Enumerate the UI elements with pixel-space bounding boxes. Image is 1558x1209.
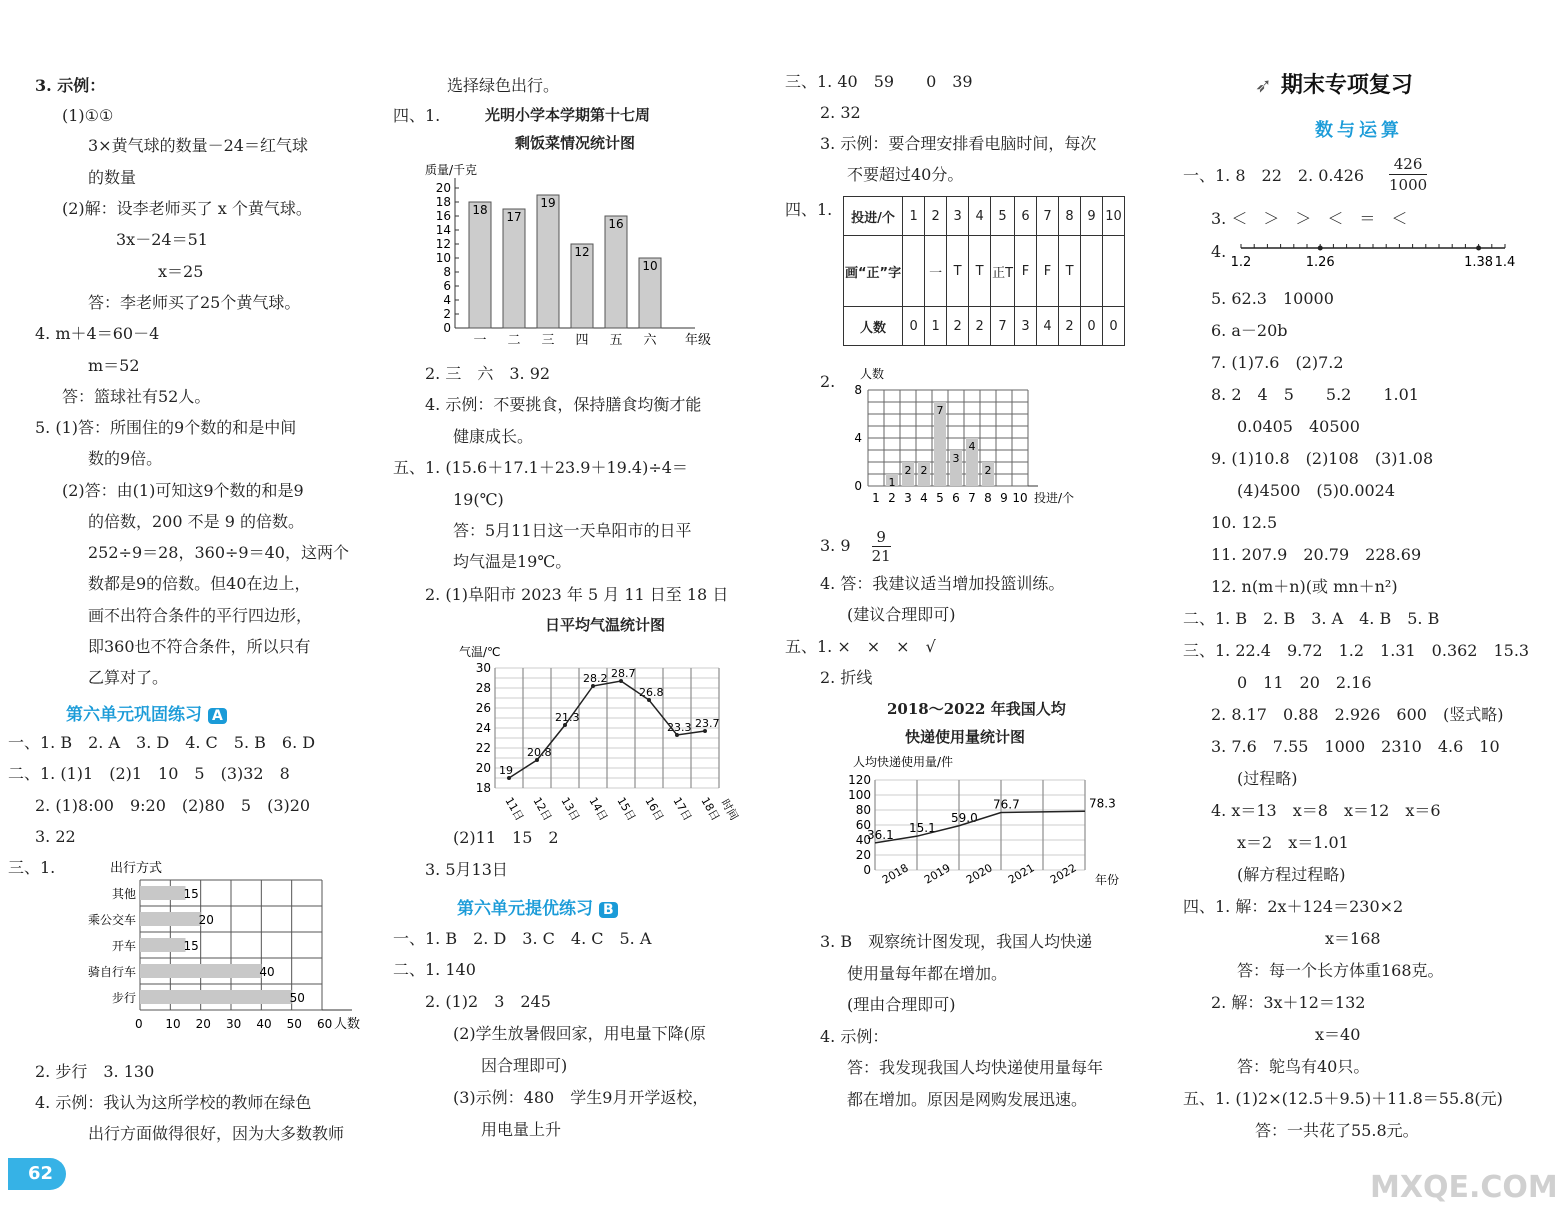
answer-line: 2. 解：3x＋12＝132 <box>1211 993 1366 1012</box>
chapter-title: 期末专项复习 <box>1280 73 1413 98</box>
answer-line: 3x－24＝51 <box>116 230 208 249</box>
table-cell: T <box>1059 236 1081 307</box>
table-cell: 7 <box>1037 197 1059 236</box>
data-label: 23.7 <box>695 717 720 730</box>
tick-label: 14日 <box>586 795 611 824</box>
answer-line: 五、1. × × × √ <box>785 637 936 656</box>
data-point <box>1476 246 1481 251</box>
tick-label: 30 <box>226 1017 242 1031</box>
answer-line: 一、1. B 2. D 3. C 4. C 5. A <box>393 929 652 948</box>
category-label: 10 <box>1012 491 1028 505</box>
data-label: 78.3 <box>1089 796 1116 811</box>
table-cell: 1 <box>925 307 947 346</box>
table-cell <box>903 236 925 307</box>
tick-label: 16日 <box>642 795 667 824</box>
section-badge: B <box>599 902 618 918</box>
tick-label: 1.26 <box>1305 255 1335 270</box>
answer-line: (2)11 15 2 <box>453 828 559 847</box>
answer-line: 出行方面做得很好，因为大多数教师 <box>88 1124 345 1143</box>
data-label: 21.3 <box>555 711 580 724</box>
answer-text: 3. 9 <box>820 536 867 555</box>
answer-line: 答：李老师买了25个黄气球。 <box>88 293 301 312</box>
tick-label: 17日 <box>670 795 695 824</box>
answer-line: 画不出符合条件的平行四边形， <box>88 606 313 625</box>
answer-line: 2. 三 六 3. 92 <box>425 364 551 383</box>
tick-label: 2022 <box>1048 861 1079 887</box>
data-label: 50 <box>289 991 305 1005</box>
category-label: 四 <box>575 333 589 348</box>
answer-line: 3. 示例：要合理安排看电脑时间，每次 <box>820 134 1097 153</box>
answer-line: 五、1. (1)2×(12.5＋9.5)＋11.8＝55.8(元) <box>1183 1089 1503 1108</box>
table-cell: 正T <box>991 236 1015 307</box>
answer-line: 5. (1)答：所围住的9个数的和是中间 <box>35 418 297 437</box>
tick-label: 24 <box>475 721 491 735</box>
axis-label: 年级 <box>685 333 712 348</box>
fraction-denominator: 1000 <box>1389 176 1428 194</box>
table-header: 画“正”字 <box>844 236 903 307</box>
bar <box>537 195 559 328</box>
answer-line: x＝40 <box>1315 1025 1361 1044</box>
data-label: 16 <box>608 217 624 231</box>
answer-line: 一、1. 8 22 2. 0.426 <box>1183 166 1365 185</box>
tick-label: 0 <box>863 863 871 877</box>
answer-line: 三、1. 22.4 9.72 1.2 1.31 0.362 15.3 <box>1183 641 1530 660</box>
table-cell: 1 <box>903 197 925 236</box>
answer-line: (建议合理即可) <box>847 605 956 624</box>
table-cell: 5 <box>991 197 1015 236</box>
tick-label: 40 <box>855 833 871 847</box>
data-label: 20.8 <box>527 746 552 759</box>
answer-line: 2. (1)阜阳市 2023 年 5 月 11 日至 18 日 <box>425 585 729 604</box>
bar <box>140 938 186 952</box>
axis-label: 时间 <box>718 797 741 823</box>
fraction <box>1389 154 1427 195</box>
answer-line: 因合理即可) <box>481 1056 568 1075</box>
answer-line: 的倍数，200 不是 9 的倍数。 <box>88 512 304 531</box>
tick-label: 60 <box>317 1017 333 1031</box>
answer-line: 一、1. B 2. A 3. D 4. C 5. B 6. D <box>8 733 316 752</box>
answer-line: 二、1. B 2. B 3. A 4. B 5. B <box>1183 609 1440 628</box>
table-cell: 4 <box>1037 307 1059 346</box>
answer-line: 6. a－20b <box>1211 321 1288 340</box>
answer-line: x＝168 <box>1325 929 1381 948</box>
tick-label: 0 <box>854 479 862 493</box>
answer-line: 4. 答：我建议适当增加投篮训练。 <box>820 574 1065 593</box>
data-label: 76.7 <box>993 797 1020 812</box>
tick-label: 2019 <box>922 861 953 887</box>
data-label: 2 <box>984 464 992 477</box>
category-label: 1 <box>872 491 880 505</box>
tick-label: 22 <box>475 741 491 755</box>
tick-label: 40 <box>256 1017 272 1031</box>
answer-line: 7. (1)7.6 (2)7.2 <box>1211 353 1344 372</box>
express-usage-chart <box>835 752 1165 922</box>
axis-label: 人数 <box>334 1017 361 1032</box>
tick-label: 30 <box>475 661 491 675</box>
answer-line: 3. 示例： <box>35 76 106 95</box>
tick-label: 0 <box>443 321 451 335</box>
answer-line: (1)①① <box>62 106 114 125</box>
axis-label: 人均快递使用量/件 <box>853 755 954 769</box>
tick-label: 26 <box>475 701 491 715</box>
answer-line: 乙算对了。 <box>88 668 169 687</box>
answer-line: (过程略) <box>1237 769 1298 788</box>
data-label: 28.7 <box>611 667 636 680</box>
fraction <box>872 528 891 565</box>
column-2 <box>385 0 770 1209</box>
tick-label: 14 <box>435 223 451 237</box>
data-label: 1 <box>888 476 896 489</box>
answer-line: (2)答：由(1)可知这9个数的和是9 <box>62 481 304 500</box>
answer-line: 的数量 <box>88 168 137 187</box>
section-title-text: 第六单元提优练习 <box>457 899 593 919</box>
table-cell <box>1103 236 1125 307</box>
data-label: 20 <box>198 913 214 927</box>
answer-line: (理由合理即可) <box>847 995 956 1014</box>
tick-label: 1.4 <box>1494 255 1516 270</box>
table-header: 人数 <box>844 307 903 346</box>
section-title <box>457 894 618 919</box>
category-label: 乘公交车 <box>87 913 136 927</box>
category-label: 9 <box>1000 491 1008 505</box>
category-label: 3 <box>904 491 912 505</box>
answer-line: 2. 步行 3. 130 <box>35 1062 155 1081</box>
tick-label: 20 <box>475 761 491 775</box>
data-label: 15 <box>183 939 199 953</box>
category-label: 三 <box>541 333 555 348</box>
tick-label: 2021 <box>1006 861 1037 887</box>
answer-line: 二、1. (1)1 (2)1 10 5 (3)32 8 <box>8 764 290 783</box>
section-title <box>66 700 227 725</box>
table-cell <box>1081 236 1103 307</box>
tick-label: 80 <box>855 803 871 817</box>
tick-label: 2 <box>443 307 451 321</box>
question-label: 四、1. <box>785 200 833 219</box>
tick-label: 20 <box>195 1017 211 1031</box>
table-cell: 3 <box>1015 307 1037 346</box>
data-label: 23.3 <box>667 721 692 734</box>
question-label: 2. <box>820 372 836 391</box>
answer-line: (4)4500 (5)0.0024 <box>1237 481 1396 500</box>
category-label: 一 <box>473 333 487 348</box>
answer-line: 4. 示例： <box>820 1027 889 1046</box>
answer-line: 用电量上升 <box>481 1120 562 1139</box>
answer-line: 0.0405 40500 <box>1237 417 1360 436</box>
table-cell: F <box>1037 236 1059 307</box>
table-cell: 4 <box>969 197 991 236</box>
data-label: 18 <box>472 203 488 217</box>
data-point <box>1318 246 1323 251</box>
answer-line: 252÷9＝28，360÷9＝40，这两个 <box>88 543 349 562</box>
table-cell: 2 <box>969 307 991 346</box>
tick-label: 120 <box>848 773 871 787</box>
table-cell: 10 <box>1103 197 1125 236</box>
table-cell: 6 <box>1015 197 1037 236</box>
temperature-chart <box>455 640 775 824</box>
table-cell: 0 <box>1081 307 1103 346</box>
chart-title: 快递使用量统计图 <box>905 728 1026 746</box>
chapter-subtitle: 数与运算 <box>1315 120 1403 141</box>
column-4 <box>1175 0 1558 1209</box>
table-cell: F <box>1015 236 1037 307</box>
answer-line: (2)学生放暑假回家，用电量下降(原 <box>453 1024 706 1043</box>
answer-line: (3)示例：480 学生9月开学返校， <box>453 1088 709 1107</box>
bar <box>140 990 292 1004</box>
answer-line: x＝25 <box>158 262 204 281</box>
tick-label: 20 <box>855 848 871 862</box>
table-cell: 8 <box>1059 197 1081 236</box>
tick-label: 6 <box>443 279 451 293</box>
answer-line: 0 11 20 2.16 <box>1237 673 1372 692</box>
fraction-denominator: 21 <box>871 547 891 565</box>
answer-line: 4. x＝13 x＝8 x＝12 x＝6 <box>1211 801 1441 820</box>
answer-line: (2)解：设李老师买了 x 个黄气球。 <box>62 199 312 218</box>
answer-line: 4. 示例：不要挑食，保持膳食均衡才能 <box>425 395 702 414</box>
tick-label: 16 <box>435 209 451 223</box>
tick-label: 12 <box>435 237 451 251</box>
bar <box>469 202 491 328</box>
answer-line: 3. 5月13日 <box>425 860 508 879</box>
axis-label: 年份 <box>1095 873 1120 887</box>
tick-label: 20 <box>435 181 451 195</box>
question-label: 四、1. <box>393 106 441 125</box>
fraction-numerator: 426 <box>1389 154 1427 175</box>
tick-label: 15日 <box>614 795 639 824</box>
tick-label: 11日 <box>502 795 527 824</box>
table-cell: 一 <box>925 236 947 307</box>
tally-table <box>843 196 1125 346</box>
travel-mode-chart <box>50 850 361 1050</box>
answer-line: 二、1. 140 <box>393 960 476 979</box>
tick-label: 10 <box>435 251 451 265</box>
answer-line: 四、1. 解：2x＋124＝230×2 <box>1183 897 1404 916</box>
table-cell: 2 <box>947 307 969 346</box>
answer-line: 3. B 观察统计图发现，我国人均快递 <box>820 932 1093 951</box>
answer-line: 3. 22 <box>35 827 76 846</box>
table-cell: 2 <box>1059 307 1081 346</box>
category-label: 5 <box>936 491 944 505</box>
answer-line: 五、1. (15.6＋17.1＋23.9＋19.4)÷4＝ <box>393 458 688 477</box>
table-cell: 0 <box>903 307 925 346</box>
axis-label: 投进/个 <box>1034 491 1075 505</box>
answer-line: 选择绿色出行。 <box>447 76 560 95</box>
table-row <box>844 307 1125 346</box>
table-cell: 9 <box>1081 197 1103 236</box>
shots-chart <box>840 368 1160 508</box>
answer-line: 三、1. <box>8 858 56 877</box>
answer-line: 19(℃) <box>453 490 504 509</box>
tick-label: 2020 <box>964 861 995 887</box>
category-label: 6 <box>952 491 960 505</box>
tick-label: 100 <box>848 788 871 802</box>
page-number: 62 <box>8 1158 66 1190</box>
answer-line: 2. (1)8:00 9:20 (2)80 5 (3)20 <box>35 796 311 815</box>
data-label: 15.1 <box>909 821 936 836</box>
answer-line: 数的9倍。 <box>88 449 163 468</box>
data-label: 17 <box>506 210 522 224</box>
table-cell: 0 <box>1103 307 1125 346</box>
chart-title: 日平均气温统计图 <box>545 616 666 634</box>
chapter-header <box>1255 68 1413 99</box>
tick-label: 12日 <box>530 795 555 824</box>
answer-line <box>820 528 891 565</box>
chart-title: 剩饭菜情况统计图 <box>515 134 636 152</box>
answer-line: 2. 折线 <box>820 668 873 687</box>
tick-label: 1.2 <box>1230 255 1252 270</box>
tick-label: 18日 <box>698 795 723 824</box>
tick-label: 4 <box>854 431 862 445</box>
fraction-numerator: 9 <box>872 528 891 547</box>
data-label: 2 <box>904 464 912 477</box>
bar <box>140 964 261 978</box>
answer-line: 4. 示例：我认为这所学校的教师在绿色 <box>35 1093 312 1112</box>
axis-label: 质量/千克 <box>425 163 478 177</box>
data-label: 26.8 <box>639 686 664 699</box>
answer-line: 9. (1)10.8 (2)108 (3)1.08 <box>1211 449 1434 468</box>
tick-label: 50 <box>286 1017 302 1031</box>
table-cell: 2 <box>925 197 947 236</box>
bar <box>140 912 201 926</box>
data-label: 28.2 <box>583 672 608 685</box>
section-title-text: 第六单元巩固练习 <box>66 705 202 725</box>
bar <box>605 216 627 328</box>
data-label: 7 <box>936 404 944 417</box>
bar <box>503 209 525 328</box>
answer-line: 答：鸵鸟有40只。 <box>1237 1057 1370 1076</box>
tick-label: 8 <box>443 265 451 279</box>
tick-label: 13日 <box>558 795 583 824</box>
column-3 <box>775 0 1170 1209</box>
chart-title: 光明小学本学期第十七周 <box>485 106 651 124</box>
answer-line: 4. <box>1211 242 1227 261</box>
category-label: 五 <box>609 333 623 348</box>
category-label: 开车 <box>111 939 136 953</box>
tick-label: 18 <box>475 781 491 795</box>
tick-label: 28 <box>475 681 491 695</box>
number-line <box>1230 236 1535 276</box>
category-label: 骑自行车 <box>87 965 136 979</box>
chart-title: 2018～2022 年我国人均 <box>887 700 1066 718</box>
data-label: 10 <box>642 259 658 273</box>
answer-line: 3×黄气球的数量－24＝红气球 <box>88 136 308 155</box>
data-label: 19 <box>540 196 556 210</box>
category-label: 二 <box>507 333 521 348</box>
category-label: 2 <box>888 491 896 505</box>
category-label: 4 <box>920 491 928 505</box>
answer-line: 10. 12.5 <box>1211 513 1278 532</box>
bar <box>140 886 186 900</box>
answer-line: 均气温是19℃。 <box>453 552 572 571</box>
answer-line: 数都是9的倍数。但40在边上， <box>88 574 311 593</box>
answer-line: 使用量每年都在增加。 <box>847 964 1008 983</box>
table-header: 投进/个 <box>844 197 903 236</box>
table-row <box>844 197 1125 236</box>
answer-line: m＝52 <box>88 356 140 375</box>
data-label: 2 <box>920 464 928 477</box>
table-cell: 3 <box>947 197 969 236</box>
answer-line: 答：5月11日这一天阜阳市的日平 <box>453 521 692 540</box>
tick-label: 8 <box>854 383 862 397</box>
answer-line: 2. (1)2 3 245 <box>425 992 551 1011</box>
rocket-icon: ➶ <box>1255 73 1272 97</box>
tick-label: 0 <box>135 1017 143 1031</box>
table-cell: T <box>947 236 969 307</box>
answer-line: 都在增加。原因是网购发展迅速。 <box>847 1090 1088 1109</box>
data-label: 12 <box>574 245 590 259</box>
answer-line: 3. ＜ ＞ ＞ ＜ ＝ ＜ <box>1211 209 1408 228</box>
tick-label: 10 <box>165 1017 181 1031</box>
answer-line: 不要超过40分。 <box>847 165 964 184</box>
chart-title: 出行方式 <box>110 861 163 876</box>
watermark: MXQE.COM <box>1370 1170 1558 1205</box>
answer-line: 三、1. 40 59 0 39 <box>785 72 973 91</box>
data-label: 40 <box>259 965 275 979</box>
answer-line: 8. 2 4 5 5.2 1.01 <box>1211 385 1419 404</box>
table-cell: 7 <box>991 307 1015 346</box>
category-label: 7 <box>968 491 976 505</box>
category-label: 其他 <box>111 887 136 901</box>
tick-label: 1.38 <box>1464 255 1494 270</box>
table-row <box>844 236 1125 307</box>
answer-line: 3. 7.6 7.55 1000 2310 4.6 10 <box>1211 737 1500 756</box>
table-cell: T <box>969 236 991 307</box>
answer-line: 12. n(m＋n)(或 mn＋n²) <box>1211 577 1398 596</box>
data-label: 59.0 <box>951 810 978 825</box>
answer-line: 健康成长。 <box>453 427 534 446</box>
tick-label: 4 <box>443 293 451 307</box>
answer-line: 2. 8.17 0.88 2.926 600 (竖式略) <box>1211 705 1504 724</box>
answer-line: 5. 62.3 10000 <box>1211 289 1334 308</box>
answer-line: x＝2 x＝1.01 <box>1237 833 1349 852</box>
answer-line: 答：篮球社有52人。 <box>62 387 211 406</box>
answer-line: (解方程过程略) <box>1237 865 1346 884</box>
category-label: 六 <box>643 333 657 348</box>
answer-line: 答：一共花了55.8元。 <box>1255 1121 1419 1140</box>
data-label: 15 <box>183 887 199 901</box>
data-label: 4 <box>968 440 976 453</box>
category-label: 步行 <box>111 991 136 1005</box>
tick-label: 60 <box>855 818 871 832</box>
section-badge: A <box>208 708 227 724</box>
axis-label: 气温/℃ <box>459 645 501 659</box>
answer-line: 即360也不符合条件，所以只有 <box>88 637 311 656</box>
answer-line: 2. 32 <box>820 103 861 122</box>
axis-label: 人数 <box>860 367 885 381</box>
answer-line: 4. m＋4＝60－4 <box>35 324 160 343</box>
data-label: 3 <box>952 452 960 465</box>
data-label: 19 <box>499 764 513 777</box>
tick-label: 2018 <box>880 861 911 887</box>
answer-line: 答：我发现我国人均快递使用量每年 <box>847 1058 1104 1077</box>
category-label: 8 <box>984 491 992 505</box>
leftover-food-chart <box>415 160 735 350</box>
series-line <box>875 811 1085 843</box>
answer-line: 11. 207.9 20.79 228.69 <box>1211 545 1422 564</box>
tick-label: 18 <box>435 195 451 209</box>
answer-line: 答：每一个长方体重168克。 <box>1237 961 1444 980</box>
column-1 <box>0 0 380 1209</box>
data-label: 36.1 <box>867 827 894 842</box>
